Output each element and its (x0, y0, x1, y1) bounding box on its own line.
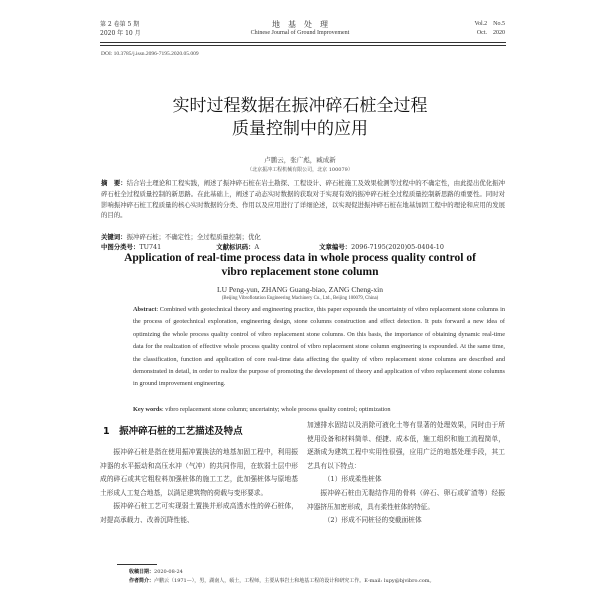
left-column (100, 446, 298, 528)
author-bio (129, 577, 435, 586)
authors-en: LU Peng-yun, ZHANG Guang-biao, ZANG Cheng-xin (216, 285, 383, 294)
received-label: 收稿日期： (129, 569, 155, 575)
volume-cn: 第 2 卷第 5 期 (100, 21, 140, 28)
title-cn-line2: 质量控制中的应用 (232, 119, 368, 139)
section-heading: 1 振冲碎石桩的工艺描述及特点 (103, 426, 243, 437)
title-cn-line1: 实时过程数据在振冲碎石桩全过程 (172, 96, 428, 116)
authors-cn: 卢鹏云，张广彪，臧成新 (264, 156, 336, 164)
abstract-en-label: Abstract (133, 306, 157, 313)
doc-code-value: A (254, 243, 260, 251)
received-value: 2020-08-24 (154, 569, 183, 575)
date-cn: 2020 年 10 月 (100, 30, 141, 37)
title-en-line2: vibro replacement stone column (221, 266, 379, 278)
paragraph: 加速排水固结以及消除可液化土等有显著的处理效果，同时由于所使用设备和材料简单、便捷、成本低，施工组织和施工流程简单，逐渐成为建筑工程中实用性很强，应用广泛的地基处理手段，其工艺具有以下特点： (307, 421, 505, 470)
footnote-rule (117, 564, 157, 565)
affiliation-cn: （北京振冲工程机械有限公司，北京 100079） (247, 167, 353, 173)
volume-en: Vol.2 No.5 (474, 21, 505, 27)
abstract-en-text: : Combined with geotechnical theory and engineering practice, this paper expounds the uncertainty of vibro replacement stone columns in the process of geotechnical exploration, engineering design, stone columns construction and effect detection. It puts forward a new idea of optimizing the whole process quality control of vibro replacement stone columns. On this basis, the importance of obtaining dynamic real-time data for the realization of effective whole process quality control of vibro replacement stone column engineering is expounded. At the same time, the classification, function and application of core real-time data affecting the quality of vibro replacement stone columns are described and demonstrated in detail, in order to realize the purpose of promoting the development of theory and application of vibro replacement stone columns in ground improvement engineering. (133, 306, 505, 388)
journal-name-cn: 地 基 处 理 (272, 20, 328, 29)
received-date (129, 568, 183, 577)
doc-code-label: 文献标识码： (216, 243, 255, 251)
keywords-en (133, 404, 505, 416)
bio-text: 卢鹏云（1971—），男，湖南人，硕士，工程师，主要从事岩土和地基工程的设计和研究工作。E-mail: lupy@bjvibro.com。 (154, 578, 435, 584)
title-en-line1: Application of real-time process data in whole process quality control of (124, 252, 476, 264)
subheading: （1）形成柔性桩体 (323, 475, 382, 484)
bio-label: 作者简介： (129, 578, 155, 584)
date-en: Oct. 2020 (476, 30, 505, 36)
keywords-cn-label: 关键词： (101, 233, 127, 241)
abstract-cn-label: 摘 要： (101, 179, 127, 187)
paragraph: 振冲碎石桩工艺可实现弱土置换并形成高透水性的碎石桩体，对提高承载力、改善沉降性能、 (100, 502, 298, 524)
journal-name (0, 20, 600, 38)
subheading: （2）形成不同桩径的变截面桩体 (323, 516, 422, 525)
right-column (307, 419, 505, 528)
abstract-cn-text: 结合岩土理论和工程实践，阐述了振冲碎石桩在岩土勘探、工程设计、碎石桩施工及效果检测等过程中的不确定性，由此提出优化振冲碎石桩全过程质量控制的新思路。在此基础上，阐述了动态实时数据的获取对于实现有效的振冲碎石桩全过程质量控制新思路的重要性。同时对影响振冲碎石桩工程质量的核心实时数据的分类、作用以及应用进行了详细论述，以实现促进振冲碎石桩在地基加固工程中的理论和应用的发展的目的。 (101, 179, 506, 220)
paragraph: 振冲碎石桩是指在使用振冲置换法的地基加固工程中，利用振冲器的水平振动和高压水冲（气冲）的共同作用，在软弱土层中形成的碎石或其它粗粒料加强桩体的施工工艺，此加强桩体与原地基土形成人工复合地基，以满足建筑物的荷载与变形要求。 (100, 448, 298, 497)
journal-name-en: Chinese Journal of Ground Improvement (250, 30, 350, 36)
keywords-cn-text: 振冲碎石桩；不确定性；全过程质量控制；优化 (126, 233, 261, 241)
clc-value: TU741 (139, 243, 162, 251)
keywords-en-text: : vibro replacement stone column; uncertainty; whole process quality control; optimization (161, 406, 391, 413)
clc-label: 中图分类号： (101, 243, 140, 251)
volume-issue-en (474, 20, 505, 38)
header-rule-thin (100, 45, 506, 46)
paragraph: 振冲碎石桩由无黏结作用的骨料（碎石、卵石或矿渣等）经振冲器挤压加密形成，具有柔性桩体的特征。 (307, 488, 505, 511)
abstract-cn (101, 178, 505, 221)
abstract-en (133, 304, 505, 391)
header-rule (100, 42, 506, 43)
keywords-en-label: Key words (133, 406, 162, 413)
affiliation-en: (Beijing Vibroflotation Engineering Machinery Co., Ltd., Beijing 100079, China) (221, 296, 379, 301)
doi: DOI: 10.3785/j.issn.2096-7195.2020.05.009 (101, 51, 199, 57)
article-no-value: 2096-7195(2020)05-0404-10 (351, 243, 444, 251)
article-no-label: 文章编号： (319, 243, 352, 251)
